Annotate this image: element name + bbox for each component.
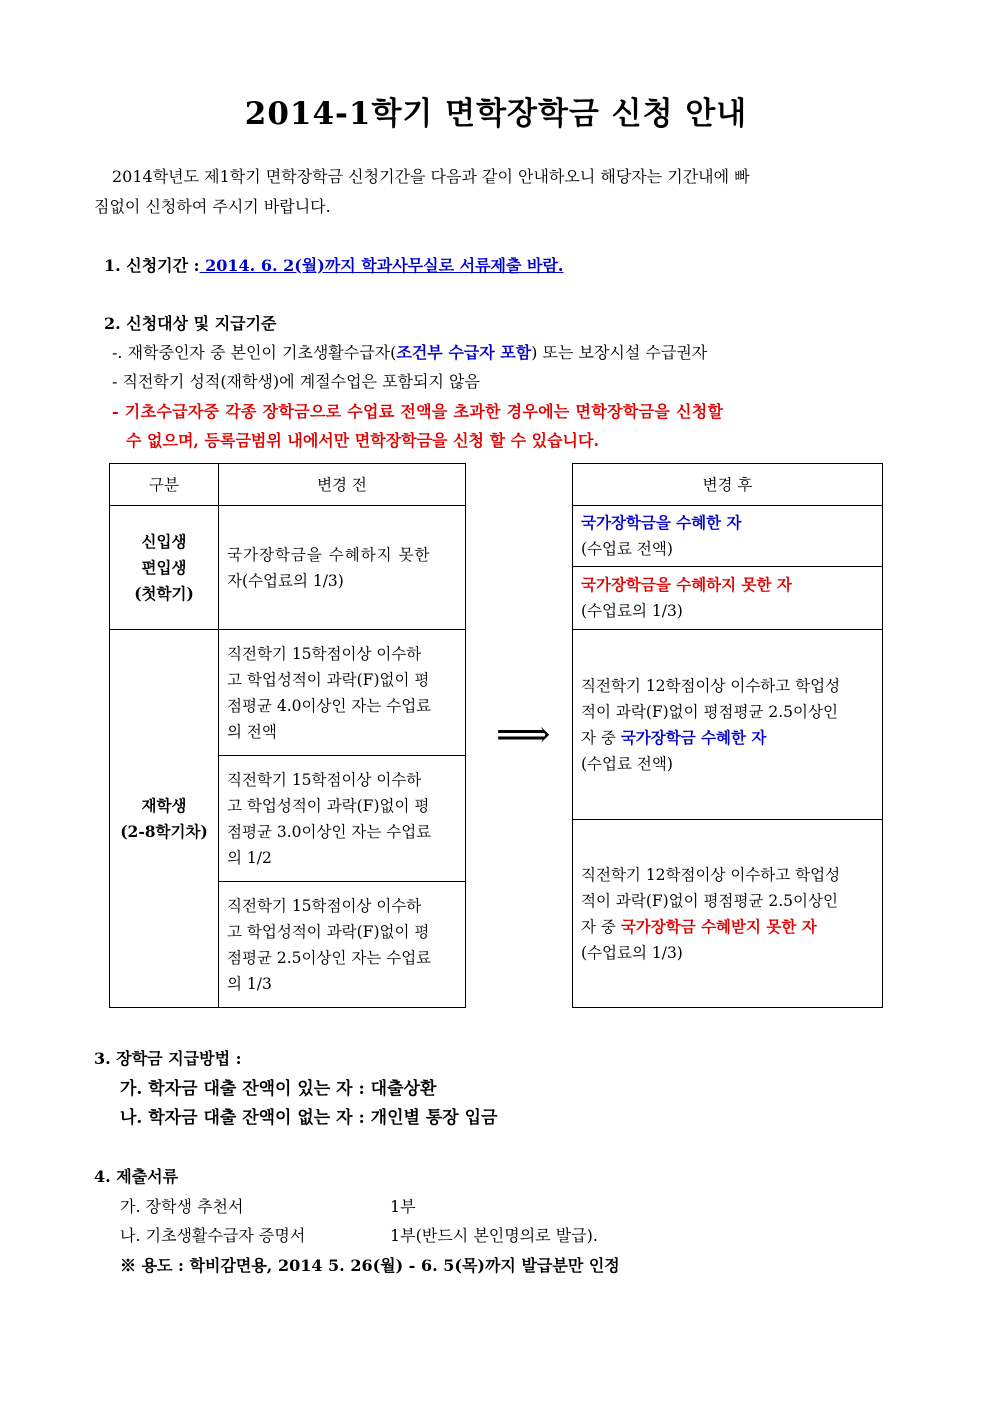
new-student-after-a: 국가장학금을 수혜한 자 (수업료 전액) — [573, 506, 883, 567]
enrolled-after-a: 직전학기 12학점이상 이수하고 학업성 적이 과락(F)없이 평점평균 2.5이상인 자 중 국가장학금 수혜한 자 (수업료 전액) — [573, 630, 883, 820]
change-arrow-icon: ⟹ — [496, 712, 551, 756]
intro-line-1: 2014학년도 제1학기 면학장학금 신청기간을 다음과 같이 안내하오니 해당자는 기간내에 빠 — [112, 167, 750, 186]
section-1 — [104, 252, 564, 280]
doc-2-qty: 1부(반드시 본인명의로 발급). — [390, 1226, 598, 1245]
new-student-rule: 국가장학금을 수혜하지 못한 자(수업료의 1/3) — [219, 506, 466, 630]
header-before: 변경 전 — [219, 464, 466, 506]
section-2-heading: 2. 신청대상 및 지급기준 — [104, 314, 277, 333]
usage-note: ※ 용도 : 학비감면용, 2014 5. 26(월) - 6. 5(목)까지 발급분만 인정 — [120, 1256, 620, 1275]
page-title: 2014-1학기 면학장학금 신청 안내 — [244, 96, 748, 132]
new-student-after-b: 국가장학금을 수혜하지 못한 자 (수업료의 1/3) — [573, 567, 883, 630]
header-category: 구분 — [110, 464, 219, 506]
application-deadline: 2014. 6. 2(월)까지 학과사무실로 서류제출 바람. — [199, 256, 564, 275]
warning-line-1: - 기초수급자중 각종 장학금으로 수업료 전액을 초과한 경우에는 면학장학금을 신청할 — [112, 402, 724, 421]
intro-line-2: 짐없이 신청하여 주시기 바랍니다. — [94, 197, 331, 216]
enrolled-rule-2: 직전학기 15학점이상 이수하 고 학업성적이 과락(F)없이 평 점평균 3.0이상인 자는 수업료 의 1/2 — [219, 756, 466, 882]
doc-1-name: 가. 장학생 추천서 — [120, 1197, 244, 1216]
enrolled-category: 재학생 (2-8학기차) — [110, 630, 219, 1008]
payment-method-2: 나. 학자금 대출 잔액이 없는 자 : 개인별 통장 입금 — [120, 1108, 498, 1128]
enrolled-rule-1: 직전학기 15학점이상 이수하 고 학업성적이 과락(F)없이 평 점평균 4.0이상인 자는 수업료 의 전액 — [219, 630, 466, 756]
table-after — [572, 463, 883, 1008]
doc-2-name: 나. 기초생활수급자 증명서 — [120, 1226, 306, 1245]
eligibility-line-1: -. 재학중인자 중 본인이 기초생활수급자(조건부 수급자 포함) 또는 보장시설 수급권자 — [112, 343, 708, 362]
section-1-heading: 1. 신청기간 : — [104, 256, 200, 275]
warning-line-2: 수 없으며, 등록금범위 내에서만 면학장학금을 신청 할 수 있습니다. — [126, 431, 600, 450]
header-after: 변경 후 — [573, 464, 883, 506]
enrolled-after-b: 직전학기 12학점이상 이수하고 학업성 적이 과락(F)없이 평점평균 2.5이상인 자 중 국가장학금 수혜받지 못한 자 (수업료의 1/3) — [573, 820, 883, 1008]
section-3-heading: 3. 장학금 지급방법 : — [94, 1049, 242, 1068]
enrolled-rule-3: 직전학기 15학점이상 이수하 고 학업성적이 과락(F)없이 평 점평균 2.5이상인 자는 수업료 의 1/3 — [219, 882, 466, 1008]
payment-method-1: 가. 학자금 대출 잔액이 있는 자 : 대출상환 — [120, 1079, 437, 1099]
section-4-heading: 4. 제출서류 — [94, 1167, 179, 1186]
table-before — [109, 463, 466, 1008]
doc-1-qty: 1부 — [390, 1197, 416, 1216]
eligibility-line-2: - 직전학기 성적(재학생)에 계절수업은 포함되지 않음 — [112, 372, 480, 391]
conditional-recipient-note: 조건부 수급자 포함 — [396, 343, 532, 362]
new-student-category: 신입생 편입생 (첫학기) — [110, 506, 219, 630]
